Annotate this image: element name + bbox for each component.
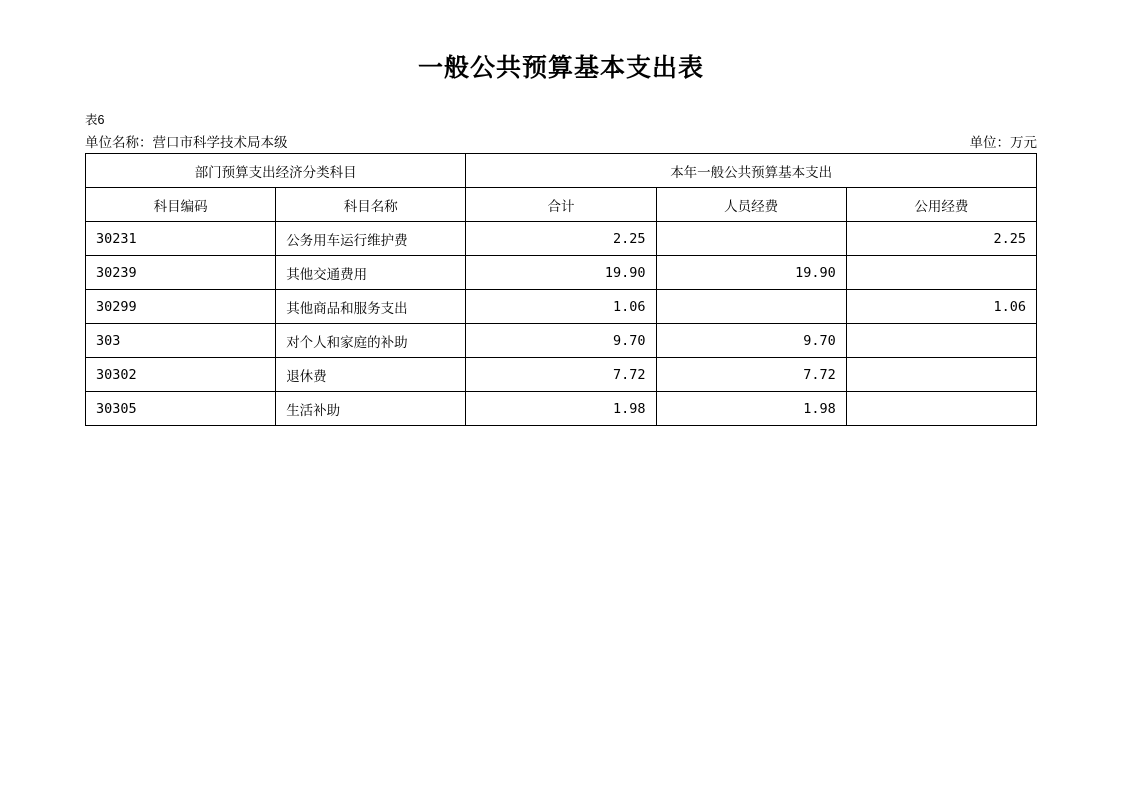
table-body bbox=[86, 222, 1037, 426]
cell-name: 生活补助 bbox=[276, 392, 466, 426]
cell-personnel: 1.98 bbox=[656, 392, 846, 426]
cell-name: 对个人和家庭的补助 bbox=[276, 324, 466, 358]
cell-code: 30231 bbox=[86, 222, 276, 256]
cell-name: 其他交通费用 bbox=[276, 256, 466, 290]
column-header-total: 合计 bbox=[466, 188, 656, 222]
cell-personnel: 7.72 bbox=[656, 358, 846, 392]
column-header-personnel: 人员经费 bbox=[656, 188, 846, 222]
unit-name bbox=[85, 131, 288, 151]
cell-name: 其他商品和服务支出 bbox=[276, 290, 466, 324]
cell-code: 30299 bbox=[86, 290, 276, 324]
cell-total: 19.90 bbox=[466, 256, 656, 290]
page-title: 一般公共预算基本支出表 bbox=[417, 53, 704, 82]
table-row bbox=[86, 290, 1037, 324]
cell-personnel: 9.70 bbox=[656, 324, 846, 358]
cell-public bbox=[846, 358, 1036, 392]
table-row bbox=[86, 324, 1037, 358]
cell-public: 2.25 bbox=[846, 222, 1036, 256]
group-header-current-year-budget: 本年一般公共预算基本支出 bbox=[466, 154, 1037, 188]
cell-code: 30239 bbox=[86, 256, 276, 290]
column-header-code: 科目编码 bbox=[86, 188, 276, 222]
column-header-public: 公用经费 bbox=[846, 188, 1036, 222]
cell-public bbox=[846, 392, 1036, 426]
table-row bbox=[86, 358, 1037, 392]
budget-table bbox=[85, 153, 1037, 426]
cell-code: 303 bbox=[86, 324, 276, 358]
cell-total: 1.06 bbox=[466, 290, 656, 324]
cell-total: 7.72 bbox=[466, 358, 656, 392]
cell-code: 30305 bbox=[86, 392, 276, 426]
cell-personnel: 19.90 bbox=[656, 256, 846, 290]
table-row bbox=[86, 392, 1037, 426]
cell-total: 1.98 bbox=[466, 392, 656, 426]
unit-name-value: 营口市科学技术局本级 bbox=[152, 135, 288, 150]
cell-total: 9.70 bbox=[466, 324, 656, 358]
cell-code: 30302 bbox=[86, 358, 276, 392]
group-header-row bbox=[86, 154, 1037, 188]
table-row bbox=[86, 256, 1037, 290]
cell-public bbox=[846, 324, 1036, 358]
group-header-expenditure-category: 部门预算支出经济分类科目 bbox=[86, 154, 466, 188]
table-row bbox=[86, 222, 1037, 256]
table-number-label: 表6 bbox=[85, 113, 105, 127]
cell-total: 2.25 bbox=[466, 222, 656, 256]
unit-name-label: 单位名称： bbox=[85, 135, 153, 150]
currency-unit-label: 单位：万元 bbox=[969, 135, 1037, 150]
column-header-name: 科目名称 bbox=[276, 188, 466, 222]
cell-personnel bbox=[656, 222, 846, 256]
cell-personnel bbox=[656, 290, 846, 324]
column-header-row bbox=[86, 188, 1037, 222]
cell-name: 公务用车运行维护费 bbox=[276, 222, 466, 256]
cell-public: 1.06 bbox=[846, 290, 1036, 324]
cell-public bbox=[846, 256, 1036, 290]
cell-name: 退休费 bbox=[276, 358, 466, 392]
table-header bbox=[86, 154, 1037, 222]
